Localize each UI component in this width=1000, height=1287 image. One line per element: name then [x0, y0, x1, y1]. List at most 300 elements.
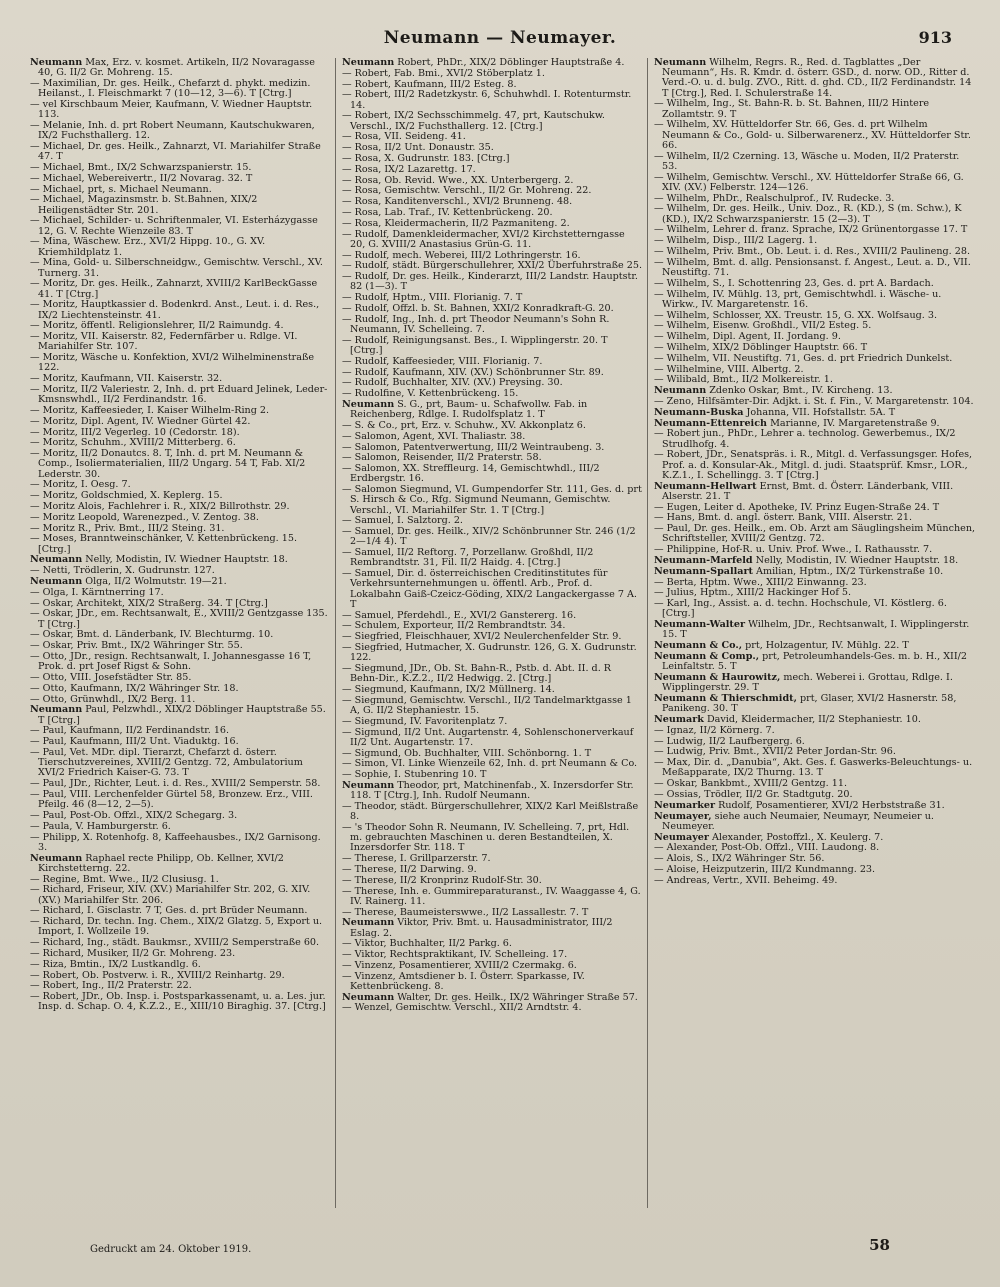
entry-text: Alexander, Postoffzl., X. Keulerg. 7. [708, 831, 884, 843]
directory-entry [342, 1003, 642, 1013]
entry-text: — Michael, Webereivertr., II/2 Novarag. 32. T [30, 172, 253, 184]
directory-entry [654, 833, 976, 843]
entry-text: — Julius, Hptm., XIII/2 Hackinger Hof 5. [654, 587, 852, 599]
entry-text: — Moritz, I. Oesg. 7. [30, 479, 131, 491]
entry-surname: Neumark [654, 713, 704, 725]
entry-text: — Wilhelmine, VIII. Albertg. 2. [654, 363, 804, 375]
directory-entry [342, 887, 642, 907]
entry-text: — Rudolf, Offzl. b. St. Bahnen, XXI/2 Konradkraft-G. 20. [342, 302, 614, 314]
directory-entry [654, 397, 976, 407]
entry-text: — Robert, Ob. Postverw. i. R., XVIII/2 Reinhartg. 29. [30, 969, 285, 981]
entry-text: — Schulem, Exporteur, II/2 Rembrandtstr. 34. [342, 620, 566, 632]
entry-text: — Moritz, Dipl. Agent, IV. Wiedner Gürtel 42. [30, 415, 251, 427]
entry-text: Raphael recte Philipp, Ob. Kellner, XVI/2 Kirchstetterng. 22. [38, 852, 284, 874]
entry-text: Walter, Dr. ges. Heilk., IX/2 Währinger Straße 57. [394, 991, 638, 1003]
entry-text: — Rudolf, Damenkleidermacher, XVI/2 Kirchstetterngasse 20, G. XVIII/2 Anastasius Grün-G. 11. [342, 228, 625, 250]
directory-entry [30, 534, 330, 554]
directory-entry [30, 502, 330, 512]
directory-entry [654, 641, 976, 651]
entry-text: — Salomon, Reisender, II/2 Praterstr. 58. [342, 452, 542, 464]
directory-entry [342, 823, 642, 854]
entry-text: — Moritz, Kaufmann, VII. Kaiserstr. 32. [30, 373, 223, 385]
entry-surname: Neumann-Walter [654, 619, 746, 631]
directory-entry [342, 219, 642, 229]
entry-text: mech. Weberei i. Grottau, Rdlge. I. Wipplingerstr. 29. T [662, 671, 953, 694]
entry-text: — Paul, Vet. MDr. dipl. Tierarzt, Chefarzt d. österr. Tierschutzvereines, XVIII/2 Gentzg. 72, Ambulatorium XVI/2 Friedrich Kaiser-G. 73. T [30, 746, 303, 779]
directory-entry [342, 865, 642, 875]
entry-text: David, Kleidermacher, II/2 Stephaniestr. 10. [703, 713, 921, 725]
directory-entry [342, 918, 642, 938]
directory-entry [654, 876, 976, 886]
entry-text: — Samuel, Dr. ges. Heilk., XIV/2 Schönbrunner Str. 246 (1/2 2—1/4 4). T [342, 526, 636, 548]
directory-entry [30, 652, 330, 672]
directory-entry [654, 715, 976, 725]
directory-entry [30, 577, 330, 587]
directory-entry [654, 790, 976, 800]
entry-text: — Wilhelm, VII. Neustiftg. 71, Ges. d. prt Friedrich Dunkelst. [654, 352, 953, 364]
directory-entry [342, 759, 642, 769]
directory-entry [342, 154, 642, 164]
directory-entry [654, 311, 976, 321]
directory-entry [30, 555, 330, 565]
directory-entry [30, 641, 330, 651]
entry-surname: Neumann [30, 554, 83, 566]
directory-entry [342, 165, 642, 175]
directory-entry [30, 332, 330, 352]
directory-entry [30, 630, 330, 640]
entry-text: — S. & Co., prt, Erz. v. Schuhw., XV. Akkonplatz 6. [342, 419, 586, 431]
directory-entry [342, 80, 642, 90]
directory-entry [30, 237, 330, 257]
entry-text: Zdenko Oskar, Bmt., IV. Kircheng. 13. [706, 385, 893, 397]
entry-surname: Neumann-Hellwart [654, 480, 757, 492]
entry-text: — Salomon Siegmund, VI. Gumpendorfer Str. 111, Ges. d. prt S. Hirsch & Co., Rfg. Sigmund Neumann, Gemischtw. Verschl., VI. Mariahilfer Str. 1. T [Ctrg.] [342, 484, 642, 516]
entry-text: — Aloise, Heizputzerin, III/2 Kundmanng. 23. [654, 863, 876, 875]
entry-surname: Neumann [342, 779, 395, 791]
entry-text: — Sophie, I. Stubenring 10. T [342, 769, 487, 781]
entry-text: — Oskar, JDr., em. Rechtsanwalt, E., XVIII/2 Gentzgasse 135. T [Ctrg.] [30, 608, 328, 630]
directory-entry [30, 142, 330, 162]
directory-entry [30, 684, 330, 694]
entry-text: — Siegfried, Hutmacher, X. Gudrunstr. 126, G. X. Gudrunstr. 122. [342, 641, 637, 664]
entry-text: Paul, Pelzwhdl., XIX/2 Döblinger Hauptstraße 55. T [Ctrg.] [38, 704, 326, 726]
directory-entry [30, 906, 330, 916]
entry-surname: Neumarker [654, 799, 716, 811]
entry-text: — Philippine, Hof-R. u. Univ. Prof. Wwe., I. Rathausstr. 7. [654, 544, 933, 556]
entry-text: — Rosa, X. Gudrunstr. 183. [Ctrg.] [342, 152, 510, 164]
directory-entry [342, 993, 642, 1003]
directory-entry [342, 336, 642, 356]
entry-surname: Neumann & Haurowitz, [654, 671, 781, 683]
directory-entry [654, 620, 976, 640]
entry-text: — Moritz, II/2 Valeriestr. 2, Inh. d. prt Eduard Jelinek, Leder-Kmsnswhdl., II/2 Ferdinandstr. 16. [30, 383, 328, 406]
directory-entry [654, 173, 976, 193]
directory-entry [30, 960, 330, 970]
entry-text: — Viktor, Rechtspraktikant, IV. Schelleing. 17. [342, 949, 568, 961]
entry-text: Nelly, Modistin, IV. Wiedner Hauptstr. 18. [752, 554, 959, 566]
entry-text: — Moses, Branntweinschänker, V. Kettenbrückeng. 15. [Ctrg.] [30, 533, 298, 555]
directory-entry [342, 569, 642, 610]
entry-text: siehe auch Neumaier, Neumayr, Neumeier u. Neumeyer. [662, 810, 934, 832]
directory-entry [654, 588, 976, 598]
entry-text: — Salomon, XX. Streffleurg. 14, Gemischtwhdl., III/2 Erdbergstr. 16. [342, 463, 600, 485]
entry-text: — Wilhelm, Priv. Bmt., Ob. Leut. i. d. Res., XVIII/2 Paulineng. 28. [654, 246, 971, 257]
entry-text: — Paula, V. Hamburgerstr. 6. [30, 820, 171, 832]
directory-entry [342, 961, 642, 971]
directory-entry [342, 548, 642, 568]
entry-text: — Wilhelm, Dr. ges. Heilk., Univ. Doz., R. (KD.), S (m. Schw.), K (KD.), IX/2 Schwarzspanierstr. 15 (2—3). T [654, 203, 962, 225]
entry-text: — Moritz, Wäsche u. Konfektion, XVI/2 Wilhelminenstraße 122. [30, 352, 315, 374]
directory-entry [654, 726, 976, 736]
column-3 [654, 58, 976, 1238]
directory-entry [30, 705, 330, 725]
directory-entry [30, 428, 330, 438]
entry-text: — Rudolf, mech. Weberei, III/2 Lothringerstr. 16. [342, 249, 581, 261]
entry-text: — Hans, Bmt. d. angl. österr. Bank, VIII. Alserstr. 21. [654, 512, 913, 524]
entry-text: — Rosa, VII. Seideng. 41. [342, 131, 466, 143]
directory-entry [342, 272, 642, 292]
entry-text: — Michael, prt, s. Michael Neumann. [30, 183, 212, 195]
directory-entry [654, 747, 976, 757]
entry-text: — Rudolf, Ing., Inh. d. prt Theodor Neumann's Sohn R. Neumann, IV. Schelleing. 7. [342, 313, 610, 335]
directory-entry [30, 992, 330, 1012]
entry-text: — Wilhelm, Disp., III/2 Lagerg. 1. [654, 235, 818, 247]
entry-text: — Rosa, Lab. Traf., IV. Kettenbrückeng. 20. [342, 206, 553, 218]
directory-entry [342, 876, 642, 886]
columns-container [30, 58, 976, 1238]
directory-entry [342, 728, 642, 748]
directory-entry [342, 781, 642, 801]
entry-text: — Eugen, Leiter d. Apotheke, IV. Prinz Eugen-Straße 24. T [654, 501, 940, 513]
entry-text: prt, Petroleumhandels-Ges. m. b. H., XII/2 Leinfaltstr. 5. T [662, 650, 967, 673]
entry-text: — Rudolf, Kaffeesieder, VIII. Florianig. 7. [342, 355, 543, 367]
entry-text: — Olga, I. Kärntnerring 17. [30, 586, 164, 598]
entry-text: — Paul, Kaufmann, III/2 Unt. Viaduktg. 16. [30, 736, 239, 748]
entry-text: — Wilhelm, II/2 Czerning. 13, Wäsche u. Moden, II/2 Praterstr. 53. [654, 150, 960, 172]
directory-entry [654, 556, 976, 566]
entry-text: — Moritz, öffentl. Religionslehrer, II/2 Raimundg. 4. [30, 320, 284, 332]
entry-text: — Wilhelm, XV. Hütteldorfer Str. 66, Ges. d. prt Wilhelm Neumann & Co., Gold- u. Silberwarenerz., XV. Hütteldorfer Str. 66. [654, 119, 971, 151]
entry-text: — Wilhelm, Gemischtw. Verschl., XV. Hütteldorfer Straße 66, G. XIV. (XV.) Felberstr. 124—126. [654, 171, 964, 193]
entry-text: — Rudolf, Reinigungsanst. Bes., I. Wipplingerstr. 20. T [Ctrg.] [342, 334, 608, 356]
directory-entry [30, 854, 330, 874]
entry-text: — Ignaz, II/2 Körnerg. 7. [654, 724, 775, 736]
directory-entry [30, 588, 330, 598]
directory-entry [342, 143, 642, 153]
directory-entry [30, 917, 330, 937]
entry-text: — Paul, Dr. ges. Heilk., em. Ob. Arzt am Säuglingsheim München, Schriftsteller, XVIII/2 Gentzg. 72. [654, 523, 976, 545]
directory-entry [342, 378, 642, 388]
directory-entry [30, 385, 330, 405]
entry-text: — Rosa, Kleidermacherin, II/2 Pazmaniteng. 2. [342, 217, 570, 229]
directory-entry [342, 432, 642, 442]
entry-text: — Rudolf, Dr. ges. Heilk., Kinderarzt, III/2 Landstr. Hauptstr. 82 (1—3). T [342, 271, 638, 293]
entry-text: — Sigmund, II/2 Unt. Augartenstr. 4, Sohlenschonerverkauf II/2 Unt. Augartenstr. 17. [342, 726, 634, 748]
entry-text: prt, Holzagentur, IV. Mühlg. 22. T [742, 640, 909, 652]
sheet-number: 58 [869, 1236, 890, 1254]
entry-text: — Therese, II/2 Kronprinz Rudolf-Str. 30. [342, 874, 542, 886]
directory-entry [654, 365, 976, 375]
directory-entry [654, 812, 976, 832]
entry-text: — Richard, I. Gisclastr. 7 T, Ges. d. prt Brüder Neumann. [30, 905, 308, 917]
directory-entry [342, 664, 642, 684]
directory-entry [342, 357, 642, 367]
directory-entry [654, 247, 976, 257]
directory-entry [30, 58, 330, 78]
directory-entry [654, 290, 976, 310]
directory-entry [30, 279, 330, 299]
entry-text: — Otto, Grünwhdl., IX/2 Berg. 11. [30, 693, 196, 705]
entry-text: — Moritz, Hauptkassier d. Bodenkrd. Anst., Leut. i. d. Res., IX/2 Liechtensteinstr. 41. [30, 299, 320, 321]
directory-entry [654, 854, 976, 864]
entry-text: — Salomon, Agent, XVI. Thaliastr. 38. [342, 430, 526, 442]
entry-text: — Wilhelm, Lehrer d. franz. Sprache, IX/2 Grünentorgasse 17. T [654, 224, 968, 236]
directory-entry [654, 503, 976, 513]
entry-text: — Paul, Post-Ob. Offzl., XIX/2 Schegarg. 3. [30, 809, 238, 821]
directory-entry [342, 421, 642, 431]
entry-text: — Rudolf, Hptm., VIII. Florianig. 7. T [342, 292, 523, 304]
entry-text: — 's Theodor Sohn R. Neumann, IV. Schelleing. 7, prt, Hdl. m. gebrauchten Maschinen u. deren Bestandteilen, X. Inzersdorfer Str. 118. T [342, 821, 630, 854]
directory-entry [30, 981, 330, 991]
directory-entry [342, 90, 642, 110]
entry-text: — Wilhelm, XIX/2 Döblinger Hauptstr. 66. T [654, 341, 868, 353]
directory-entry [342, 208, 642, 218]
directory-entry [342, 400, 642, 420]
entry-text: — Wilhelm, Eisenw. Großhdl., VII/2 Esteg. 5. [654, 320, 872, 332]
entry-text: — Samuel, II/2 Reftorg. 7, Porzellanw. Großhdl, II/2 Rembrandtstr. 31, Fil. II/2 Haidg. 4. [Ctrg.] [342, 547, 594, 569]
entry-surname: Neumann [342, 991, 395, 1003]
directory-entry [342, 485, 642, 516]
entry-surname: Neumann [342, 917, 395, 929]
entry-text: — Berta, Hptm. Wwe., XIII/2 Einwanng. 23. [654, 576, 867, 588]
entry-text: — Andreas, Vertr., XVII. Beheimg. 49. [654, 874, 838, 886]
entry-text: — Paul, VIII. Lerchenfelder Gürtel 58, Bronzew. Erz., VIII. Pfeilg. 46 (8—12, 2—5). [30, 788, 313, 811]
directory-entry [30, 321, 330, 331]
entry-text: — Vinzenz, Amtsdiener b. I. Österr. Sparkasse, IV. Kettenbrückeng. 8. [342, 970, 585, 992]
entry-text: — Moritz, III/2 Vegerleg. 10 (Cedorstr. 18). [30, 426, 240, 438]
directory-entry [30, 374, 330, 384]
entry-text: — Rudolf, städt. Bürgerschullehrer, XXI/2 Überfuhrstraße 25. [342, 260, 642, 272]
entry-text: — Wilibald, Bmt., II/2 Molkereistr. 1. [654, 374, 833, 386]
directory-entry [654, 332, 976, 342]
entry-text: — Rosa, IX/2 Lazarettg. 17. [342, 163, 476, 175]
entry-text: — Wilhelm, Schlosser, XX. Treustr. 15, G. XX. Wolfsaug. 3. [654, 309, 938, 321]
entry-text: — vel Kirschbaum Meier, Kaufmann, V. Wiedner Hauptstr. 113. [30, 99, 313, 121]
directory-entry [654, 321, 976, 331]
directory-entry [30, 163, 330, 173]
directory-entry [654, 524, 976, 544]
entry-text: — Siegmund, JDr., Ob. St. Bahn-R., Pstb. d. Abt. II. d. R Behn-Dir., K.Z.2., II/2 Hedwigg. 2. [Ctrg.] [342, 662, 612, 685]
directory-entry [342, 939, 642, 949]
directory-entry [342, 368, 642, 378]
directory-entry [342, 717, 642, 727]
entry-text: — Mina, Gold- u. Silberschneidgw., Gemischtw. Verschl., XV. Turnerg. 31. [30, 257, 323, 279]
column-1 [30, 58, 330, 1238]
directory-entry [30, 566, 330, 576]
entry-text: — Robert, Ing., II/2 Praterstr. 22. [30, 980, 192, 992]
directory-entry [654, 865, 976, 875]
directory-entry [30, 811, 330, 821]
directory-entry [342, 802, 642, 822]
entry-text: — Siegmund, Kaufmann, IX/2 Müllnerg. 14. [342, 683, 555, 695]
entry-text: — Mina, Wäschew. Erz., XVI/2 Hippg. 10., G. XV. Kriemhildplatz 1. [30, 236, 266, 258]
entry-text: — Oskar, Priv. Bmt., IX/2 Währinger Str. 55. [30, 640, 243, 652]
entry-text: — Therese, I. Grillparzerstr. 7. [342, 853, 491, 865]
directory-entry [30, 833, 330, 853]
entry-text: — Wilhelm, Dipl. Agent, II. Jordang. 9. [654, 331, 841, 343]
directory-entry [654, 354, 976, 364]
entry-text: — Oskar, Architekt, XIX/2 Straßerg. 34. T [Ctrg.] [30, 597, 268, 609]
entry-text: — Rudolf, Buchhalter, XIV. (XV.) Preysing. 30. [342, 377, 563, 389]
entry-text: — Robert, JDr., Ob. Insp. i. Postsparkassenamt, u. a. Les. jur. Insp. d. Schap. O. 4, K.Z.2., E., XIII/10 Biraghig. 37. [Ctrg.] [30, 991, 326, 1013]
directory-entry [654, 737, 976, 747]
directory-entry [30, 300, 330, 320]
entry-surname: Neumann & Comp., [654, 650, 760, 662]
entry-text: — Siegmund, Gemischtw. Verschl., II/2 Tandelmarktgasse 1 A, G. II/2 Stephaniestr. 15. [342, 694, 632, 716]
directory-entry [654, 194, 976, 204]
entry-text: — Sigmund, Ob. Buchhalter, VIII. Schönborng. 1. T [342, 747, 592, 759]
entry-text: — Wilhelm, IV. Mühlg. 13, prt, Gemischtwhdl. i. Wäsche- u. Wirkw., IV. Margaretenstr. 16. [654, 288, 942, 310]
directory-entry [654, 99, 976, 119]
entry-text: — Melanie, Inh. d. prt Robert Neumann, Kautschukwaren, IX/2 Fuchsthallerg. 12. [30, 120, 315, 142]
directory-entry [654, 225, 976, 235]
entry-text: — Karl, Ing., Assist. a. d. techn. Hochschule, VI. Köstlerg. 6. [Ctrg.] [654, 598, 947, 620]
directory-entry [654, 652, 976, 672]
entry-text: — Rosa, II/2 Unt. Donaustr. 35. [342, 142, 494, 154]
entry-text: — Salomon, Patentverwertung, III/2 Weintraubeng. 3. [342, 441, 605, 453]
entry-surname: Neumayer, [654, 810, 712, 822]
directory-entry [342, 69, 642, 79]
directory-entry [654, 578, 976, 588]
directory-entry [342, 696, 642, 716]
directory-entry [654, 343, 976, 353]
entry-text: — Samuel, I. Salztorg. 2. [342, 515, 463, 527]
directory-entry [30, 822, 330, 832]
column-2 [342, 58, 642, 1238]
entry-text: — Alexander, Post-Ob. Offzl., VIII. Laudong. 8. [654, 842, 880, 854]
entry-text: — Michael, Bmt., IX/2 Schwarzspanierstr. 15. [30, 162, 252, 173]
entry-text: Nelly, Modistin, IV. Wiedner Hauptstr. 18. [82, 554, 288, 566]
entry-surname: Neumann [342, 58, 395, 68]
entry-surname: Neumann [30, 575, 83, 587]
entry-text: — Wilhelm, Ing., St. Bahn-R. b. St. Bahnen, III/2 Hintere Zollamtstr. 9. T [654, 98, 930, 120]
entry-text: — Michael, Schilder- u. Schriftenmaler, VI. Esterházygasse 12, G. V. Rechte Wienzeile 83. T [30, 215, 318, 237]
entry-text: — Moritz, Dr. ges. Heilk., Zahnarzt, XVIII/2 KarlBeckGasse 41. T [Ctrg.] [30, 278, 318, 300]
entry-text: Amilian, Hptm., IX/2 Türkenstraße 10. [753, 565, 944, 577]
entry-text: — Richard, Ing., städt. Baukmsr., XVIII/2 Semperstraße 60. [30, 937, 320, 949]
entry-surname: Neumann [654, 385, 707, 397]
entry-text: — Samuel, Pferdehdl., E., XVI/2 Ganstererg. 16. [342, 609, 577, 621]
entry-text: Viktor, Priv. Bmt. u. Hausadministrator, III/2 Eslag. 2. [350, 917, 613, 939]
entry-text: — Richard, Dr. techn. Ing. Chem., XIX/2 Glatzg. 5, Export u. Import, I. Wollzeile 19. [30, 916, 323, 938]
entry-text: — Samuel, Dir. d. österreichischen Creditinstitutes für Verkehrsunternehmungen u. öffentl. Arb., Prof. d. Lokalbahn Gaiß-Czeicz-Göding, XIX/2 Langackergasse 7 A. T [342, 568, 637, 610]
entry-text: — Riza, Bmtin., IX/2 Lustkandlg. 6. [30, 958, 201, 970]
directory-entry [342, 621, 642, 631]
entry-text: — Rudolfine, V. Kettenbrückeng. 15. [342, 388, 519, 400]
directory-entry [654, 450, 976, 481]
entry-text: Wilhelm, Regrs. R., Red. d. Tagblattes „Der Neumann“, Hs. R. Kmdr. d. österr. GSD., d. norw. OD., Ritter d. Verd.-O. u. d. bulg. ZVO., Ritt. d. ghd. CD., II/2 Ferdinandstr. 14 T [Ctrg.], Red. I. Schulerstraße 14. [662, 58, 972, 99]
entry-text: — Michael, Magazinsmstr. b. St.Bahnen, XIX/2 Heiligenstädter Str. 201. [30, 194, 258, 216]
page-number: 913 [918, 28, 952, 47]
entry-text: Marianne, IV. Margaretenstraße 9. [767, 417, 940, 429]
directory-entry [654, 258, 976, 278]
directory-entry [30, 513, 330, 523]
entry-text: — Richard, Friseur, XIV. (XV.) Mariahilfer Str. 202, G. XIV. (XV.) Mariahilfer Str. 206. [30, 884, 311, 906]
directory-entry [654, 279, 976, 289]
directory-entry [30, 417, 330, 427]
entry-text: — Rosa, Gemischtw. Verschl., II/2 Gr. Mohreng. 22. [342, 185, 592, 197]
directory-entry [342, 453, 642, 463]
entry-text: — Wilhelm, Bmt. d. allg. Pensionsanst. f. Angest., Leut. a. D., VII. Neustiftg. 71. [654, 256, 971, 278]
directory-entry [342, 186, 642, 196]
entry-text: S. G., prt, Baum- u. Schafwollw. Fab. in Reichenberg, Rdlge. I. Rudolfsplatz 1. T [350, 398, 588, 421]
directory-entry [342, 464, 642, 484]
directory-entry [654, 386, 976, 396]
directory-entry [30, 480, 330, 490]
directory-entry [654, 673, 976, 693]
directory-entry [30, 406, 330, 416]
directory-entry [654, 419, 976, 429]
entry-text: — Robert, Fab. Bmi., XVI/2 Stöberplatz 1. [342, 67, 545, 79]
entry-text: — Oskar, Bankbmt., XVIII/2 Gentzg. 11. [654, 778, 848, 790]
directory-entry [342, 132, 642, 142]
entry-text: — Simon, VI. Linke Wienzeile 62, Inh. d. prt Neumann & Co. [342, 758, 638, 770]
directory-entry [30, 971, 330, 981]
entry-text: — Oskar, Bmt. d. Länderbank, IV. Blechturmg. 10. [30, 629, 274, 641]
entry-text: — Regine, Bmt. Wwe., II/2 Clusiusg. 1. [30, 873, 219, 885]
directory-entry [342, 854, 642, 864]
entry-text: — Ludwig, II/2 Laufbergerg. 6. [654, 735, 805, 747]
entry-surname: Neumann-Marfeld [654, 554, 753, 566]
entry-text: — Vinzenz, Posamentierer, XVIII/2 Czermakg. 6. [342, 959, 577, 971]
entry-surname: Neumayer [654, 831, 709, 843]
entry-text: — Maximilian, Dr. ges. Heilk., Chefarzt d. phykt. medizin. Heilanst., I. Fleischmarkt 7 (10—12, 3—6). T [Ctrg.] [30, 78, 311, 100]
entry-surname: Neumann [30, 704, 83, 716]
directory-entry [342, 527, 642, 547]
print-date: Gedruckt am 24. Oktober 1919. [90, 1244, 252, 1255]
page-header [0, 28, 1000, 52]
directory-entry [654, 236, 976, 246]
entry-text: — Otto, VIII. Josefstädter Str. 85. [30, 671, 192, 683]
entry-text: — Robert, III/2 Radetzkystr. 6, Schuhwhdl. I. Rotenturmstr. 14. [342, 89, 632, 111]
directory-entry [342, 443, 642, 453]
entry-text: — Robert, JDr., Senatspräs. i. R., Mitgl. d. Verfassungsger. Hofes, Prof. a. d. Konsular-Ak., Mitgl. d. judi. Staatsprüf. Kmsr., LOR., K.Z.1., I. Schellingg. 3. T [Ctrg.] [654, 449, 973, 481]
directory-entry [30, 938, 330, 948]
directory-entry [654, 513, 976, 523]
directory-entry [654, 482, 976, 502]
entry-text: — Otto, Kaufmann, IX/2 Währinger Str. 18. [30, 682, 239, 694]
directory-entry [342, 230, 642, 250]
entry-text: — Wilhelm, S., I. Schottenring 23, Ges. d. prt A. Bardach. [654, 277, 934, 289]
directory-entry [342, 685, 642, 695]
directory-entry [342, 972, 642, 992]
entry-surname: Neumann-Ettenreich [654, 417, 768, 429]
directory-entry [342, 749, 642, 759]
directory-entry [30, 353, 330, 373]
entry-text: prt, Glaser, XVI/2 Hasnerstr. 58, Panikeng. 30. T [662, 692, 957, 715]
entry-text: — Moritz Alois, Fachlehrer i. R., XIX/2 Billrothstr. 29. [30, 500, 290, 512]
directory-entry [30, 875, 330, 885]
directory-entry [30, 185, 330, 195]
entry-text: Rudolf, Posamentierer, XVI/2 Herbststraße 31. [715, 799, 945, 811]
entry-text: — Ludwig, Priv. Bmt., XVII/2 Peter Jordan-Str. 96. [654, 746, 896, 758]
directory-entry [30, 609, 330, 629]
directory-entry [654, 843, 976, 853]
directory-entry [342, 293, 642, 303]
directory-entry [30, 121, 330, 141]
entry-text: — Moritz, Goldschmied, X. Keplerg. 15. [30, 490, 223, 502]
directory-entry [654, 429, 976, 449]
